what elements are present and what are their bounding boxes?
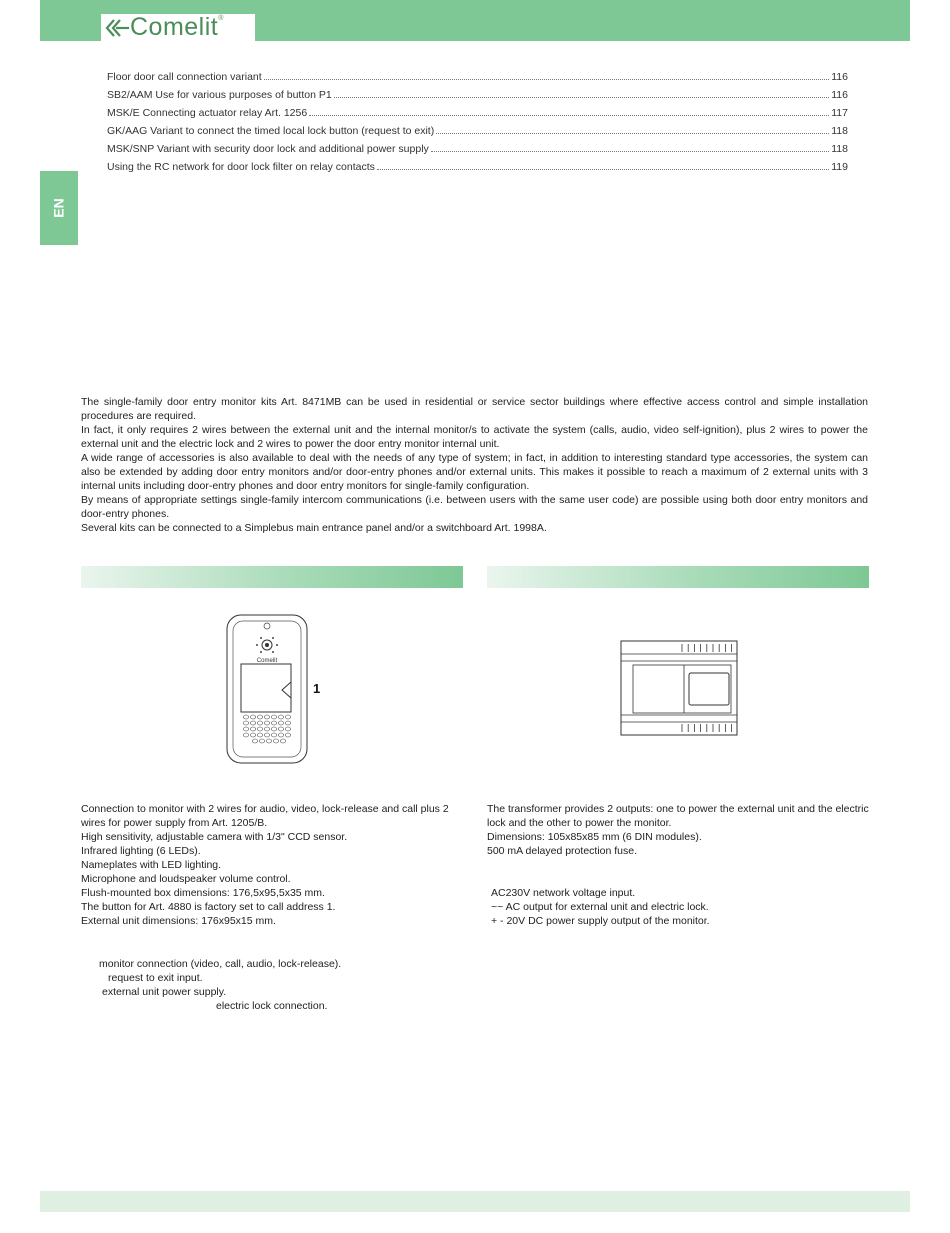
toc-page-number: 118 <box>831 143 848 155</box>
toc-entry[interactable] <box>107 125 848 143</box>
toc-entry[interactable] <box>107 71 848 89</box>
feature-line: High sensitivity, adjustable camera with 1/3" CCD sensor. <box>81 831 348 843</box>
intro-paragraph: Several kits can be connected to a Simplebus main entrance panel and/or a switchboard Art. 1998A. <box>81 522 547 534</box>
terminal-desc-2: request to exit input. <box>108 972 203 984</box>
toc-title: MSK/SNP Variant with security door lock and additional power supply <box>107 143 429 155</box>
toc-title: Using the RC network for door lock filter on relay contacts <box>107 161 375 173</box>
terminal-line: + - 20V DC power supply output of the monitor. <box>491 915 710 927</box>
device-logo: Comelit <box>256 658 278 664</box>
intro-paragraph: By means of appropriate settings single-family intercom communications (i.e. between users with the same user code) are possible using both door entry monitors and door-entry phones. <box>81 494 868 520</box>
feature-line: Connection to monitor with 2 wires for audio, video, lock-release and call plus 2 wires for power supply from Art. 1205/B. <box>81 803 449 829</box>
right-terminals <box>491 886 869 928</box>
toc-leader-dots <box>309 114 829 116</box>
toc-entry[interactable] <box>107 161 848 179</box>
feature-line: Microphone and loudspeaker volume control. <box>81 873 291 885</box>
comelit-logo-icon <box>104 19 130 37</box>
language-tab <box>40 171 78 245</box>
toc-leader-dots <box>264 78 830 80</box>
toc-page-number: 118 <box>831 125 848 137</box>
feature-line: Nameplates with LED lighting. <box>81 859 222 871</box>
language-label: EN <box>50 198 67 218</box>
feature-line: 500 mA delayed protection fuse. <box>487 845 638 857</box>
callout-number: 1 <box>313 681 321 696</box>
brand-name: Comelit <box>130 13 219 41</box>
toc-title: MSK/E Connecting actuator relay Art. 1256 <box>107 107 308 119</box>
feature-line: Dimensions: 105x85x85 mm (6 DIN modules). <box>487 831 702 843</box>
terminal-desc-1: monitor connection (video, call, audio, lock-release). <box>99 958 342 970</box>
toc-page-number: 116 <box>831 89 848 101</box>
toc-title: SB2/AAM Use for various purposes of button P1 <box>107 89 332 101</box>
terminal-line: ~~ AC output for external unit and electric lock. <box>491 901 709 913</box>
feature-line: Flush-mounted box dimensions: 176,5x95,5x35 mm. <box>81 887 325 899</box>
registered-mark: ® <box>218 15 224 22</box>
left-features <box>81 802 463 928</box>
feature-line: Infrared lighting (6 LEDs). <box>81 845 201 857</box>
toc-leader-dots <box>436 132 829 134</box>
toc-title: GK/AAG Variant to connect the timed local lock button (request to exit) <box>107 125 435 137</box>
feature-line: The button for Art. 4880 is factory set to call address 1. <box>81 901 336 913</box>
table-of-contents <box>107 71 848 179</box>
intro-paragraph: In fact, it only requires 2 wires between the external unit and the internal monitor/s to activate the system (calls, audio, video self-ignition), plus 2 wires to power the external unit and the electric lock and 2 wires to power the door entry monitor internal unit. <box>81 424 868 450</box>
terminal-desc-4: electric lock connection. <box>216 1000 328 1012</box>
feature-line: The transformer provides 2 outputs: one to power the external unit and the electric lock and the other to power the monitor. <box>487 803 869 829</box>
intro-paragraph: The single-family door entry monitor kits Art. 8471MB can be used in residential or service sector buildings where effective access control and simple installation procedures are required. <box>81 396 868 422</box>
feature-line: External unit dimensions: 176x95x15 mm. <box>81 915 276 927</box>
toc-page-number: 119 <box>831 161 848 173</box>
toc-page-number: 116 <box>831 71 848 83</box>
toc-entry[interactable] <box>107 107 848 125</box>
brand-logo <box>101 14 255 41</box>
right-features <box>487 802 869 858</box>
toc-title: Floor door call connection variant <box>107 71 262 83</box>
toc-leader-dots <box>377 168 829 170</box>
toc-page-number: 117 <box>831 107 848 119</box>
section-bar-right <box>487 566 869 588</box>
terminal-line: AC230V network voltage input. <box>491 887 636 899</box>
toc-entry[interactable] <box>107 143 848 161</box>
intro-text <box>81 395 868 535</box>
toc-entry[interactable] <box>107 89 848 107</box>
section-bar-left <box>81 566 463 588</box>
toc-leader-dots <box>431 150 829 152</box>
terminal-desc-3: external unit power supply. <box>102 986 227 998</box>
toc-leader-dots <box>334 96 830 98</box>
intro-paragraph: A wide range of accessories is also available to deal with the needs of any type of system; in fact, in addition to interesting standard type accessories, the system can also be extended by adding door entry monitors and/or door-entry phones and/or external units. This makes it possible to reach a maximum of 2 external units with 3 internal units including door-entry phones and door entry monitors for single-family configuration. <box>81 452 868 492</box>
footer-bar <box>40 1191 910 1212</box>
power-supply-drawing <box>620 640 738 736</box>
